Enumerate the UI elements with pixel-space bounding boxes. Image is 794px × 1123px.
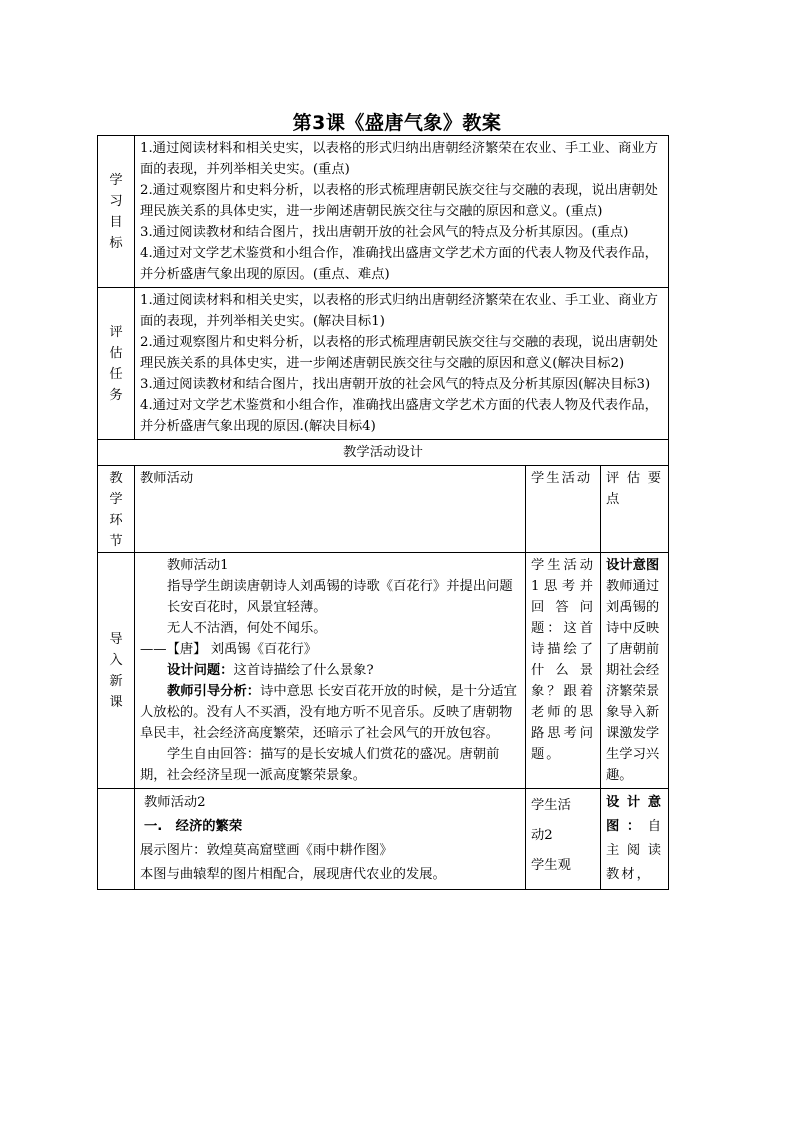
activity2-stage — [98, 789, 135, 890]
intro-teacher — [135, 553, 526, 789]
column-student: 学生活动 — [526, 466, 601, 553]
image-description: 本图与曲辕犁的图片相配合，展现唐代农业的发展。 — [140, 867, 446, 882]
lesson-plan-table — [97, 135, 669, 890]
assessment-header: 评估任务 — [98, 288, 135, 440]
objective-item: 1.通过阅读材料和相关史实，以表格的形式归纳出唐朝经济繁荣在农业、手工业、商业方面的表现，并列举相关史实。(重点) — [140, 141, 658, 177]
objectives-header: 学习目标 — [98, 136, 135, 288]
design-header: 教学活动设计 — [98, 440, 669, 466]
assessment-list — [135, 288, 669, 440]
activity2-eval: 设计意图：自主阅读教材， — [601, 789, 669, 890]
teacher-instruction: 指导学生朗读唐朝诗人刘禹锡的诗歌《百花行》并提出问题 — [167, 579, 513, 594]
activity2-student: 学生活 动2 学生观 — [526, 789, 601, 890]
column-stage: 教学环节 — [98, 466, 135, 553]
objective-item: 2.通过观察图片和史料分析，以表格的形式梳理唐朝民族交往与交融的表现，说出唐朝处理民族关系的具体史实，进一步阐述唐朝民族交往与交融的原因和意义。(重点) — [140, 183, 658, 219]
assessment-item: 3.通过阅读教材和结合图片，找出唐朝开放的社会风气的特点及分析其原因(解决目标3) — [140, 377, 651, 392]
page-title: 第3课《盛唐气象》教案 — [292, 112, 502, 134]
column-eval: 评估要点 — [601, 466, 669, 553]
activity2-teacher — [135, 789, 526, 890]
intro-eval: 设计意图教师通过刘禹锡的诗中反映了唐朝前期社会经济繁荣景象导入新课激发学生学习兴趣。 — [601, 553, 669, 789]
assessment-item: 1.通过阅读材料和相关史实，以表格的形式归纳出唐朝经济繁荣在农业、手工业、商业方面的表现，并列举相关史实。(解决目标1) — [140, 293, 658, 329]
intro-student: 学生活动1思考并回答问题：这首诗描绘了什么景象？跟着老师的思路思考问题。 — [526, 553, 601, 789]
poem-line: 无人不沽酒，何处不闻乐。 — [167, 621, 327, 636]
image-caption: 展示图片：敦煌莫高窟壁画《雨中耕作图》 — [140, 843, 393, 858]
student-answer: 学生自由回答：描写的是长安城人们赏花的盛况。唐朝前期，社会经济呈现一派高度繁荣景象。 — [140, 747, 500, 783]
teacher-activity-title: 教师活动2 — [144, 795, 206, 810]
poem-source: ——【唐】 刘禹锡《百花行》 — [140, 642, 318, 657]
intro-row — [98, 553, 669, 789]
activity2-row — [98, 789, 669, 890]
teacher-guidance: 教师引导分析：诗中意思 长安百花开放的时候，是十分适宜人放松的。没有人不买酒，没有地方听不见音乐。反映了唐朝物阜民丰，社会经济高度繁荣，还暗示了社会风气的开放包容。 — [140, 684, 517, 741]
column-header-row — [98, 466, 669, 553]
assessment-item: 2.通过观察图片和史料分析，以表格的形式梳理唐朝民族交往与交融的表现，说出唐朝处理民族关系的具体史实，进一步阐述唐朝民族交往与交融的原因和意义(解决目标2) — [140, 335, 658, 371]
objective-item: 4.通过对文学艺术鉴赏和小组合作，准确找出盛唐文学艺术方面的代表人物及代表作品，并分析盛唐气象出现的原因。(重点、难点) — [140, 246, 658, 282]
poem-line: 长安百花时，风景宜轻薄。 — [167, 600, 327, 615]
design-header-row — [98, 440, 669, 466]
assessment-item: 4.通过对文学艺术鉴赏和小组合作，准确找出盛唐文学艺术方面的代表人物及代表作品，并分析盛唐气象出现的原因.(解决目标4) — [140, 398, 658, 434]
intro-stage: 导入新课 — [98, 553, 135, 789]
objective-item: 3.通过阅读教材和结合图片，找出唐朝开放的社会风气的特点及分析其原因。(重点) — [140, 225, 629, 240]
assessment-row — [98, 288, 669, 440]
design-question: 设计问题：这首诗描绘了什么景象? — [167, 663, 374, 678]
objectives-list — [135, 136, 669, 288]
column-teacher: 教师活动 — [135, 466, 526, 553]
teacher-activity-title: 教师活动1 — [167, 558, 229, 573]
section-heading: 一. 经济的繁荣 — [144, 819, 243, 834]
objectives-row — [98, 136, 669, 288]
